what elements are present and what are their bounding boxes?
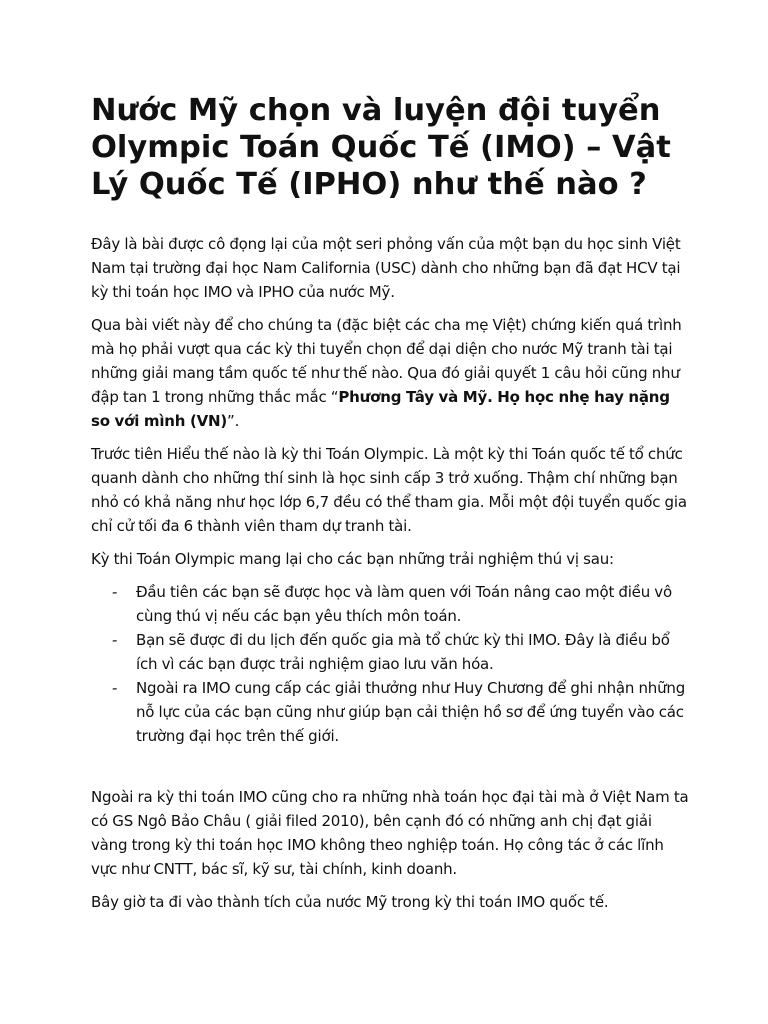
olympiad-definition-paragraph: Trước tiên Hiểu thế nào là kỳ thi Toán Olympic. Là một kỳ thi Toán quốc tế tổ chức quanh dành cho những thí sinh là học sinh cấp 3 trở xuống. Thậm chí những bạn nhỏ có khả năng như học lớp 6,7 đều có thể tham gia. Mỗi một đội tuyển quốc gia chỉ cử tối đa 6 thành viên tham dự tranh tài. <box>91 445 687 535</box>
purpose-bold-question: Phương Tây và Mỹ. Họ học nhẹ hay nặng so với mình (VN) <box>91 388 670 430</box>
purpose-text-after: ”. <box>227 412 240 430</box>
list-item-text: Bạn sẽ được đi du lịch đến quốc gia mà tổ chức kỳ thi IMO. Đây là điều bổ ích vì các bạn được trải nghiệm giao lưu văn hóa. <box>136 631 670 673</box>
us-achievements-intro-paragraph: Bây giờ ta đi vào thành tích của nước Mỹ trong kỳ thi toán IMO quốc tế. <box>91 893 609 911</box>
list-item <box>91 628 691 676</box>
intro-paragraph: Đây là bài được cô đọng lại của một seri phỏng vấn của một bạn du học sinh Việt Nam tại trường đại học Nam California (USC) dành cho những bạn đã đạt HCV tại kỳ thi toán học IMO và IPHO của nước Mỹ. <box>91 235 681 301</box>
bullet-dash: - <box>112 631 118 649</box>
list-item <box>91 676 691 748</box>
blank-line <box>91 756 691 785</box>
purpose-paragraph <box>91 313 691 433</box>
purpose-text-before: Qua bài viết này để cho chúng ta (đặc biệt các cha mẹ Việt) chứng kiến quá trình mà họ phải vượt qua các kỳ thi tuyển chọn để dại diện cho nước Mỹ tranh tài tại những giải mang tầm quốc tế như thế nào. Qua đó giải quyết 1 câu hỏi cũng như đập tan 1 trong những thắc mắc “ <box>91 316 682 406</box>
bullet-dash: - <box>112 583 118 601</box>
experiences-intro-paragraph: Kỳ thi Toán Olympic mang lại cho các bạn những trải nghiệm thú vị sau: <box>91 550 614 568</box>
bullet-dash: - <box>112 679 118 697</box>
list-item-text: Ngoài ra IMO cung cấp các giải thưởng như Huy Chương để ghi nhận những nỗ lực của các bạn cũng như giúp bạn cải thiện hồ sơ để ứng tuyển vào các trường đại học trên thế giới. <box>136 679 686 745</box>
experiences-list <box>91 580 691 748</box>
document-title: Nước Mỹ chọn và luyện đội tuyển Olympic Toán Quốc Tế (IMO) – Vật Lý Quốc Tế (IPHO) như thế nào ? <box>91 93 671 202</box>
list-item-text: Đầu tiên các bạn sẽ được học và làm quen với Toán nâng cao một điều vô cùng thú vị nếu các bạn yêu thích môn toán. <box>136 583 672 625</box>
document-page <box>91 92 691 923</box>
list-item <box>91 580 691 628</box>
notable-mathematicians-paragraph: Ngoài ra kỳ thi toán IMO cũng cho ra những nhà toán học đại tài mà ở Việt Nam ta có GS Ngô Bảo Châu ( giải filed 2010), bên cạnh đó có những anh chị đạt giải vàng trong kỳ thi toán học IMO không theo nghiệp toán. Họ công tác ở các lĩnh vực như CNTT, bác sĩ, kỹ sư, tài chính, kinh doanh. <box>91 788 689 878</box>
